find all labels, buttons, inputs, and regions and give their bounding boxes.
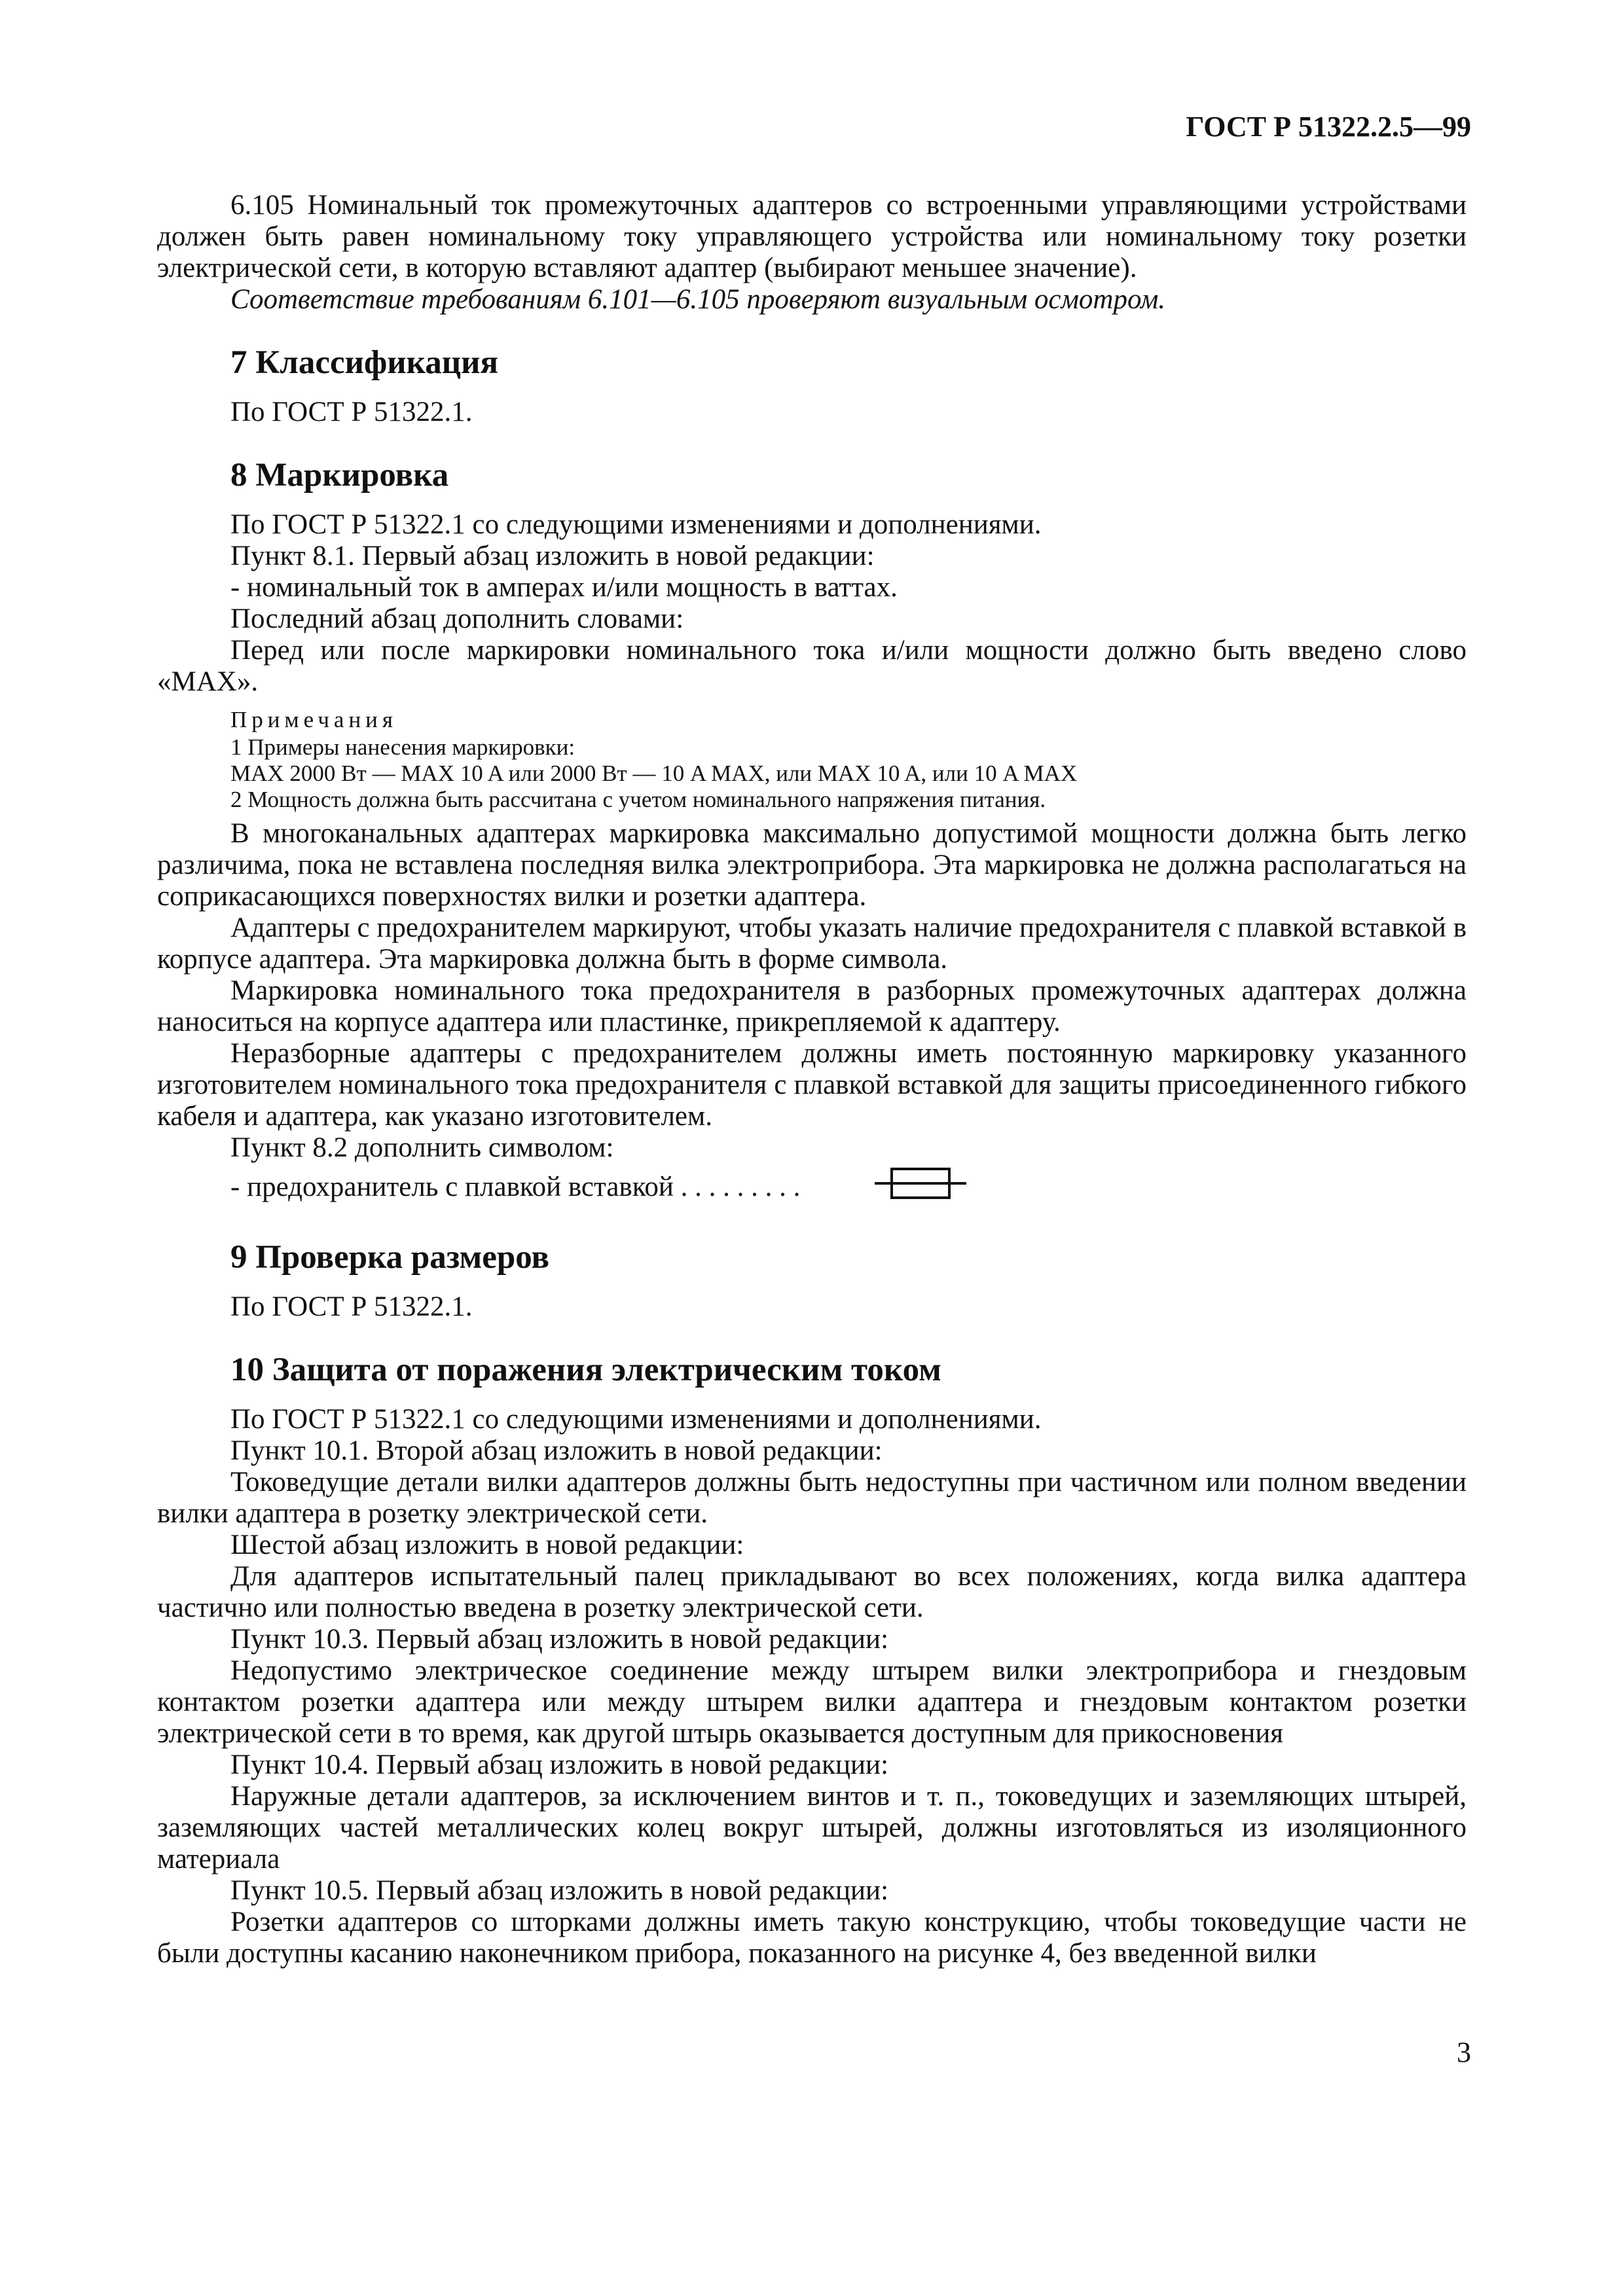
paragraph: Маркировка номинального тока предохранителя в разборных промежуточных адаптерах должна наноситься на корпусе адаптера или пластинке, прикрепляемой к адаптеру. [157, 975, 1467, 1037]
fuse-symbol-line [157, 1164, 1467, 1210]
paragraph: Наружные детали адаптеров, за исключением винтов и т. п., токоведущих и заземляющих штырей, заземляющих частей металлических колец вокруг штырей, должны изготовляться из изоляционного материала [157, 1781, 1467, 1874]
section-heading-10: 10 Защита от поражения электрическим током [230, 1352, 941, 1388]
page-number: 3 [1457, 2036, 1471, 2068]
paragraph: Недопустимо электрическое соединение между штырем вилки электроприбора и гнездовым контактом розетки адаптера или между штырем вилки адаптера и гнездовым контактом розетки электрической сети в то время, как другой штырь оказывается доступным для прикосновения [157, 1655, 1467, 1749]
section-heading-9: 9 Проверка размеров [230, 1239, 550, 1276]
paragraph: Перед или после маркировки номинального тока и/или мощности должно быть введено слово «MAX». [157, 635, 1467, 697]
paragraph: Пункт 10.5. Первый абзац изложить в новой редакции: [230, 1875, 889, 1906]
paragraph: Пункт 10.4. Первый абзац изложить в новой редакции: [230, 1749, 889, 1780]
note-1-example: MAX 2000 Вт — MAX 10 A или 2000 Вт — 10 A MAX, или MAX 10 A, или 10 A MAX [230, 761, 1078, 786]
paragraph: Шестой абзац изложить в новой редакции: [230, 1530, 744, 1560]
paragraph: - номинальный ток в амперах и/или мощность в ваттах. [230, 572, 898, 603]
notes-title: Примечания [230, 707, 398, 732]
paragraph: В многоканальных адаптерах маркировка максимально допустимой мощности должна быть легко различима, пока не вставлена последняя вилка электроприбора. Эта маркировка не должна располагаться на соприкасающихся поверхностях вилки и розетки адаптера. [157, 818, 1467, 912]
paragraph: Последний абзац дополнить словами: [230, 603, 684, 634]
paragraph: Адаптеры с предохранителем маркируют, чтобы указать наличие предохранителя с плавкой вставкой в корпусе адаптера. Эта маркировка должна быть в форме символа. [157, 912, 1467, 975]
section-heading-7: 7 Классификация [230, 344, 499, 381]
paragraph: По ГОСТ Р 51322.1. [230, 397, 473, 427]
paragraph: По ГОСТ Р 51322.1. [230, 1291, 473, 1322]
paragraph: Пункт 8.1. Первый абзац изложить в новой редакции: [230, 541, 875, 571]
document-header: ГОСТ Р 51322.2.5—99 [1186, 111, 1471, 143]
paragraph: Неразборные адаптеры с предохранителем должны иметь постоянную маркировку указанного изготовителем номинального тока предохранителя с плавкой вставкой для защиты присоединенного гибкого кабеля и адаптера, как указано изготовителем. [157, 1038, 1467, 1132]
section-heading-8: 8 Маркировка [230, 457, 449, 493]
paragraph: Для адаптеров испытательный палец прикладывают во всех положениях, когда вилка адаптера частично или полностью введена в розетку электрической сети. [157, 1561, 1467, 1623]
paragraph: Пункт 10.3. Первый абзац изложить в новой редакции: [230, 1624, 889, 1655]
paragraph-6-105: 6.105 Номинальный ток промежуточных адаптеров со встроенными управляющими устройствами должен быть равен номинальному току управляющего устройства или номинальному току розетки электрической сети, в которую вставляют адаптер (выбирают меньшее значение). [157, 190, 1467, 283]
note-1: 1 Примеры нанесения маркировки: [230, 734, 575, 760]
paragraph: Пункт 8.2 дополнить символом: [230, 1132, 614, 1163]
paragraph: По ГОСТ Р 51322.1 со следующими изменениями и дополнениями. [230, 1404, 1042, 1435]
paragraph: По ГОСТ Р 51322.1 со следующими изменениями и дополнениями. [230, 509, 1042, 540]
fuse-symbol-label: - предохранитель с плавкой вставкой . . . . . . . . . [230, 1171, 801, 1202]
paragraph-compliance: Соответствие требованиям 6.101—6.105 проверяют визуальным осмотром. [230, 284, 1166, 315]
paragraph: Токоведущие детали вилки адаптеров должны быть недоступны при частичном или полном введении вилки адаптера в розетку электрической сети. [157, 1467, 1467, 1529]
paragraph: Пункт 10.1. Второй абзац изложить в новой редакции: [230, 1435, 883, 1466]
paragraph: Розетки адаптеров со шторками должны иметь такую конструкцию, чтобы токоведущие части не были доступны касанию наконечником прибора, показанного на рисунке 4, без введенной вилки [157, 1907, 1467, 1969]
note-2: 2 Мощность должна быть рассчитана с учетом номинального напряжения питания. [230, 787, 1046, 812]
fuse-icon [801, 1164, 966, 1210]
document-body [157, 190, 1467, 1969]
